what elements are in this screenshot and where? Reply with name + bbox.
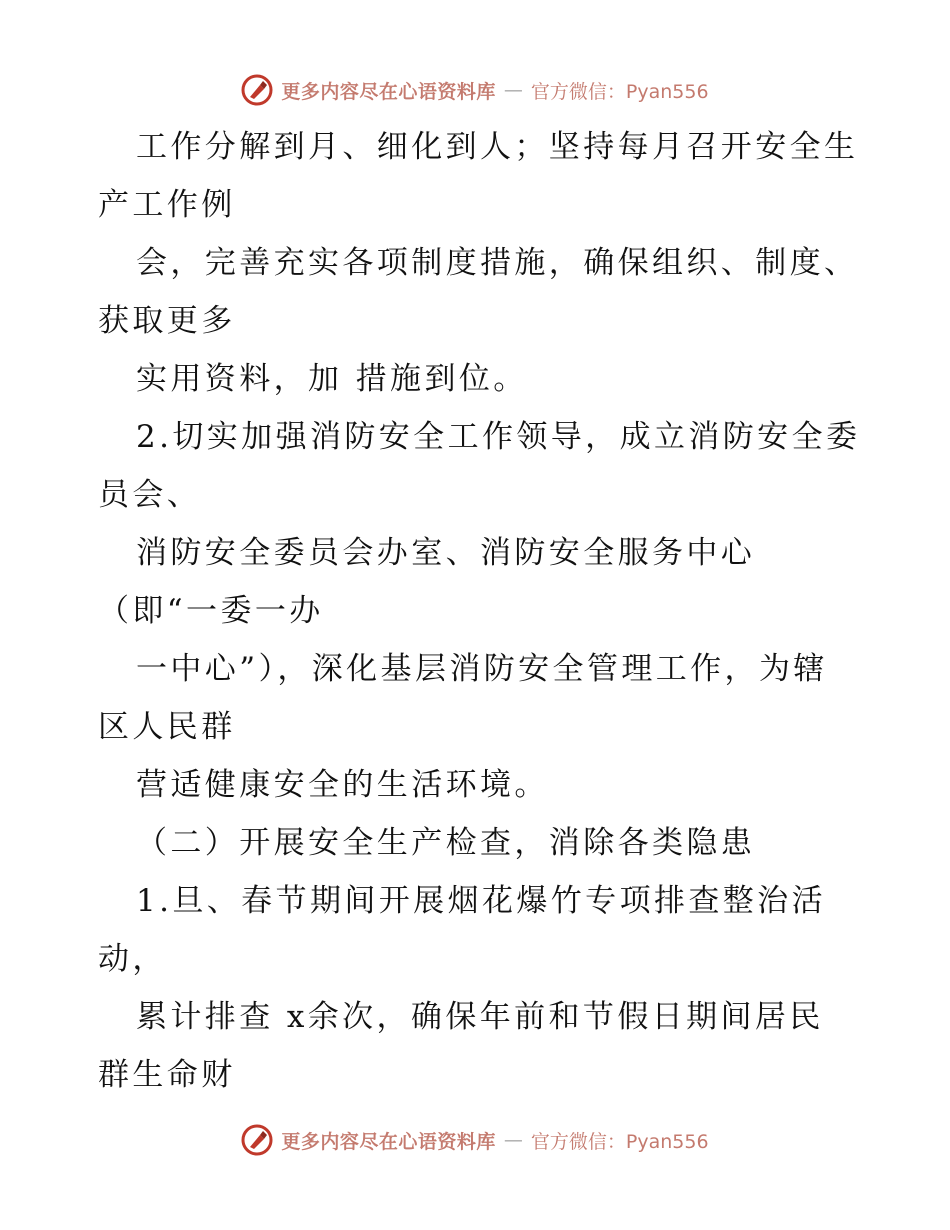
text-line: 2.切实加强消防安全工作领导，成立消防安全委 — [136, 419, 861, 455]
text-line: 会，完善充实各项制度措施，确保组织、制度、 — [136, 245, 859, 281]
text-line: 实用资料，加 措施到位。 — [136, 361, 528, 397]
text-line: 获取更多 — [98, 303, 236, 339]
text-line: 累计排查 x余次，确保年前和节假日期间居民 — [136, 999, 824, 1035]
text-line: 员会、 — [98, 477, 202, 513]
text-line: 区人民群 — [98, 709, 236, 745]
watermark-text: 更多内容尽在心语资料库 — [281, 1130, 496, 1153]
watermark-separator: — — [503, 79, 523, 101]
watermark-separator: — — [503, 1129, 523, 1151]
text-line: （二）开展安全生产检查，消除各类隐患 — [136, 825, 756, 861]
text-line: 动， — [98, 941, 167, 977]
watermark-contact: 官方微信：Pyan556 — [530, 1130, 709, 1153]
pen-nib-logo-icon — [241, 74, 273, 106]
document-body — [98, 118, 861, 1104]
text-line: （即“一委一办 — [98, 593, 324, 629]
text-line: 工作分解到月、细化到人；坚持每月召开安全生 — [136, 129, 859, 165]
watermark-text: 更多内容尽在心语资料库 — [281, 80, 496, 103]
text-line: 群生命财 — [98, 1057, 236, 1093]
watermark-contact: 官方微信：Pyan556 — [530, 80, 709, 103]
header-watermark — [0, 70, 950, 110]
footer-watermark — [0, 1120, 950, 1160]
text-line: 消防安全委员会办室、消防安全服务中心 — [136, 535, 756, 571]
pen-nib-logo-icon — [241, 1124, 273, 1156]
text-line: 1.旦、春节期间开展烟花爆竹专项排查整治活 — [136, 883, 826, 919]
text-line: 营适健康安全的生活环境。 — [136, 767, 549, 803]
text-line: 产工作例 — [98, 187, 236, 223]
text-line: 一中心”），深化基层消防安全管理工作，为辖 — [136, 651, 828, 687]
